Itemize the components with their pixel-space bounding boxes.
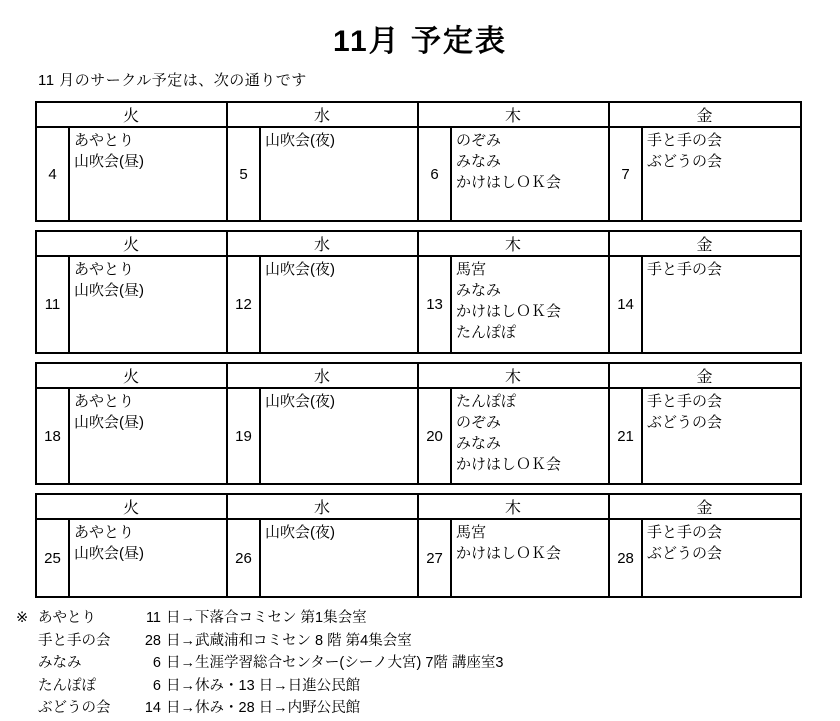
weekday-header: 金 <box>609 494 801 519</box>
day-events-cell <box>260 127 418 221</box>
day-number-cell: 27 <box>418 519 451 597</box>
weekday-header: 金 <box>609 102 801 127</box>
day-number-cell: 28 <box>609 519 642 597</box>
note-marker <box>16 652 38 675</box>
day-events-cell <box>451 256 609 353</box>
event-label: みなみ <box>456 282 502 299</box>
day-number-cell: 19 <box>227 388 260 484</box>
day-events-cell <box>69 519 227 597</box>
note-row <box>16 697 840 720</box>
day-number-cell: 18 <box>36 388 69 484</box>
event-label: 山吹会(夜) <box>265 524 336 541</box>
event-label: 山吹会(夜) <box>265 393 336 410</box>
day-events-cell <box>642 388 801 484</box>
day-number-cell: 13 <box>418 256 451 353</box>
week-body-row <box>36 256 801 353</box>
day-number-cell: 14 <box>609 256 642 353</box>
event-label: かけはしＯＫ会 <box>456 174 562 191</box>
notes-section <box>16 607 840 720</box>
event-label: あやとり <box>74 132 135 149</box>
weekday-header: 木 <box>418 231 609 256</box>
event-label: 馬宮 <box>456 261 487 278</box>
event-label: かけはしＯＫ会 <box>456 303 562 320</box>
weekday-header: 水 <box>227 231 418 256</box>
week-body-row <box>36 127 801 221</box>
event-label: のぞみ <box>456 414 502 431</box>
note-day-number: 11 <box>145 610 161 626</box>
note-marker <box>16 675 38 698</box>
day-number-cell: 25 <box>36 519 69 597</box>
note-marker <box>16 697 38 720</box>
weekday-header: 木 <box>418 494 609 519</box>
note-location-text: 日→休み・13 日→日進公民館 <box>166 677 361 694</box>
event-label: あやとり <box>74 524 135 541</box>
weekday-header-row <box>36 231 801 256</box>
event-label: 山吹会(昼) <box>74 545 144 562</box>
day-number-cell: 11 <box>36 256 69 353</box>
day-number-cell: 5 <box>227 127 260 221</box>
event-label: あやとり <box>74 261 135 278</box>
note-marker <box>16 630 38 653</box>
note-circle-label: たんぽぽ <box>38 677 96 694</box>
weekday-header: 水 <box>227 363 418 388</box>
event-label: ぶどうの会 <box>647 414 723 431</box>
event-label: ぶどうの会 <box>647 545 723 562</box>
event-label: 山吹会(昼) <box>74 414 144 431</box>
week-body-row <box>36 388 801 484</box>
week-2-table <box>35 230 802 354</box>
weekday-header: 火 <box>36 231 227 256</box>
weekday-header: 木 <box>418 102 609 127</box>
event-label: 手と手の会 <box>647 261 723 278</box>
day-events-cell <box>69 388 227 484</box>
event-label: みなみ <box>456 435 502 452</box>
event-label: 馬宮 <box>456 524 487 541</box>
event-label: ぶどうの会 <box>647 153 723 170</box>
event-label: みなみ <box>456 153 502 170</box>
weekday-header: 水 <box>227 494 418 519</box>
event-label: あやとり <box>74 393 135 410</box>
note-circle-label: みなみ <box>38 655 82 672</box>
day-number-cell: 20 <box>418 388 451 484</box>
week-4-table <box>35 493 802 598</box>
event-label: 山吹会(夜) <box>265 132 336 149</box>
event-label: かけはしＯＫ会 <box>456 456 562 473</box>
week-3-table <box>35 362 802 485</box>
event-label: のぞみ <box>456 132 502 149</box>
day-events-cell <box>260 519 418 597</box>
week-tables-container <box>35 101 801 598</box>
page-title: 11月 予定表 <box>332 25 508 58</box>
day-number-cell: 4 <box>36 127 69 221</box>
day-events-cell <box>642 256 801 353</box>
note-row <box>16 652 840 675</box>
note-circle-label: ぶどうの会 <box>38 700 111 717</box>
day-number-cell: 21 <box>609 388 642 484</box>
weekday-header: 火 <box>36 494 227 519</box>
day-number-cell: 6 <box>418 127 451 221</box>
note-day-number: 28 <box>144 632 161 649</box>
weekday-header-row <box>36 363 801 388</box>
event-label: 手と手の会 <box>647 524 723 541</box>
event-label: 手と手の会 <box>647 132 723 149</box>
weekday-header: 火 <box>36 102 227 127</box>
page-subtitle: 11 月のサークル予定は、次の通りです <box>38 72 307 89</box>
week-1-table <box>35 101 802 222</box>
note-location-text: 日→休み・28 日→内野公民館 <box>166 700 361 717</box>
note-day-number: 6 <box>152 677 161 694</box>
weekday-header: 金 <box>609 363 801 388</box>
event-label: 山吹会(昼) <box>74 153 144 170</box>
event-label: 手と手の会 <box>647 393 723 410</box>
note-day-number: 6 <box>152 655 161 672</box>
weekday-header-row <box>36 102 801 127</box>
event-label: 山吹会(夜) <box>265 261 336 278</box>
note-marker: ※ <box>16 610 29 626</box>
day-events-cell <box>451 127 609 221</box>
day-number-cell: 7 <box>609 127 642 221</box>
day-events-cell <box>260 388 418 484</box>
weekday-header: 火 <box>36 363 227 388</box>
note-row <box>16 675 840 698</box>
note-row <box>16 607 840 630</box>
day-number-cell: 26 <box>227 519 260 597</box>
note-location-text: 日→武蔵浦和コミセン 8 階 第4集会室 <box>166 632 412 649</box>
note-circle-label: 手と手の会 <box>38 632 111 649</box>
day-events-cell <box>69 127 227 221</box>
note-location-text: 日→下落合コミセン 第1集会室 <box>166 610 367 626</box>
event-label: かけはしＯＫ会 <box>456 545 562 562</box>
day-events-cell <box>260 256 418 353</box>
weekday-header: 木 <box>418 363 609 388</box>
weekday-header-row <box>36 494 801 519</box>
event-label: たんぽぽ <box>456 393 517 410</box>
day-number-cell: 12 <box>227 256 260 353</box>
day-events-cell <box>642 127 801 221</box>
weekday-header: 水 <box>227 102 418 127</box>
note-day-number: 14 <box>144 700 161 717</box>
day-events-cell <box>642 519 801 597</box>
note-location-text: 日→生涯学習総合センター(シーノ大宮) 7階 講座室3 <box>166 655 504 672</box>
day-events-cell <box>451 388 609 484</box>
note-circle-label: あやとり <box>38 610 96 626</box>
week-body-row <box>36 519 801 597</box>
weekday-header: 金 <box>609 231 801 256</box>
note-row <box>16 630 840 653</box>
day-events-cell <box>451 519 609 597</box>
event-label: 山吹会(昼) <box>74 282 144 299</box>
day-events-cell <box>69 256 227 353</box>
event-label: たんぽぽ <box>456 324 517 341</box>
